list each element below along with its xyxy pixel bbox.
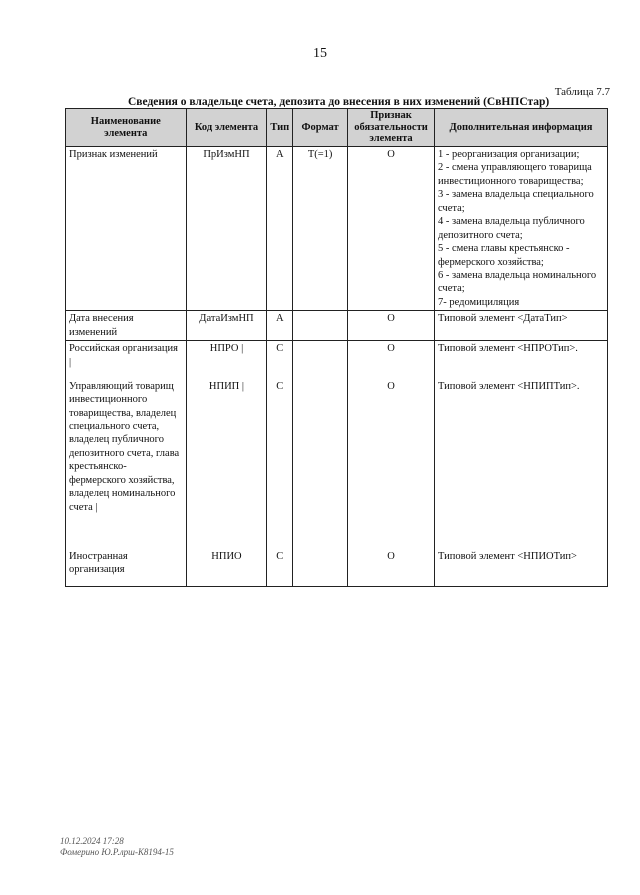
cell-name: Признак изменений <box>66 147 187 311</box>
info-line: 7- редомициляция <box>437 296 520 308</box>
cell-type: С <box>267 341 293 379</box>
cell-type: А <box>267 147 293 311</box>
info-line: 5 - смена главы крестьянско - фермерского хозяйства; <box>437 243 570 268</box>
cell-type: С <box>267 379 293 549</box>
cell-code: ПрИзмНП <box>186 147 267 311</box>
table-row <box>66 147 608 311</box>
footer-stamp <box>60 836 174 859</box>
cell-name: Управляющий товарищ инвестиционного товарищества, владелец специального счета, владелец публичного депозитного счета, глава крестьянско-фермерского хозяйства, владелец номинального счета | <box>66 379 187 549</box>
header-required: Признак обязательности элемента <box>348 109 435 147</box>
cell-name: Российская организация | <box>66 341 187 379</box>
cell-code: ДатаИзмНП <box>186 311 267 341</box>
cell-required: О <box>348 341 435 379</box>
element-table <box>65 108 608 587</box>
cell-info: Типовой элемент <НПИОТип> <box>434 549 607 587</box>
info-line: 2 - смена управляющего товарища инвестиционного товарищества; <box>437 162 592 187</box>
info-line: 1 - реорганизация организации; <box>437 149 580 160</box>
table-row <box>66 379 608 549</box>
page-number: 15 <box>313 46 327 61</box>
cell-name: Дата внесения изменений <box>66 311 187 341</box>
cell-code: НПИП | <box>186 379 267 549</box>
cell-info: Типовой элемент <НПРОТип>. <box>434 341 607 379</box>
cell-required: О <box>348 311 435 341</box>
cell-info: Типовой элемент <ДатаТип> <box>434 311 607 341</box>
table-row <box>66 341 608 379</box>
cell-format: Т(=1) <box>293 147 348 311</box>
cell-format <box>293 341 348 379</box>
header-name: Наименование элемента <box>66 109 187 147</box>
header-code: Код элемента <box>186 109 267 147</box>
cell-type: С <box>267 549 293 587</box>
cell-info: Типовой элемент <НПИПТип>. <box>434 379 607 549</box>
cell-required: О <box>348 379 435 549</box>
info-line: 6 - замена владельца номинального счета; <box>437 269 597 295</box>
header-type: Тип <box>267 109 293 147</box>
cell-info <box>434 147 607 311</box>
header-format: Формат <box>293 109 348 147</box>
table-row <box>66 311 608 341</box>
header-info: Дополнительная информация <box>434 109 607 147</box>
footer-timestamp: 10.12.2024 17:28 <box>60 836 124 846</box>
cell-name: Иностранная организация <box>66 549 187 587</box>
info-line: 4 - замена владельца публичного депозитного счета; <box>437 216 585 241</box>
cell-code: НПРО | <box>186 341 267 379</box>
cell-required: О <box>348 549 435 587</box>
table-label: Таблица 7.7 <box>554 86 610 98</box>
cell-format <box>293 549 348 587</box>
table-row <box>66 549 608 587</box>
cell-format <box>293 379 348 549</box>
table-title: Сведения о владельце счета, депозита до внесения в них изменений (СвНПСтар) <box>128 96 550 108</box>
cell-code: НПИО <box>186 549 267 587</box>
cell-type: А <box>267 311 293 341</box>
footer-signature: Фомерино Ю.Р.лрш-К8194-15 <box>60 847 174 858</box>
cell-required: О <box>348 147 435 311</box>
table-header-row <box>66 109 608 147</box>
info-line: 3 - замена владельца специального счета; <box>437 189 594 214</box>
cell-format <box>293 311 348 341</box>
